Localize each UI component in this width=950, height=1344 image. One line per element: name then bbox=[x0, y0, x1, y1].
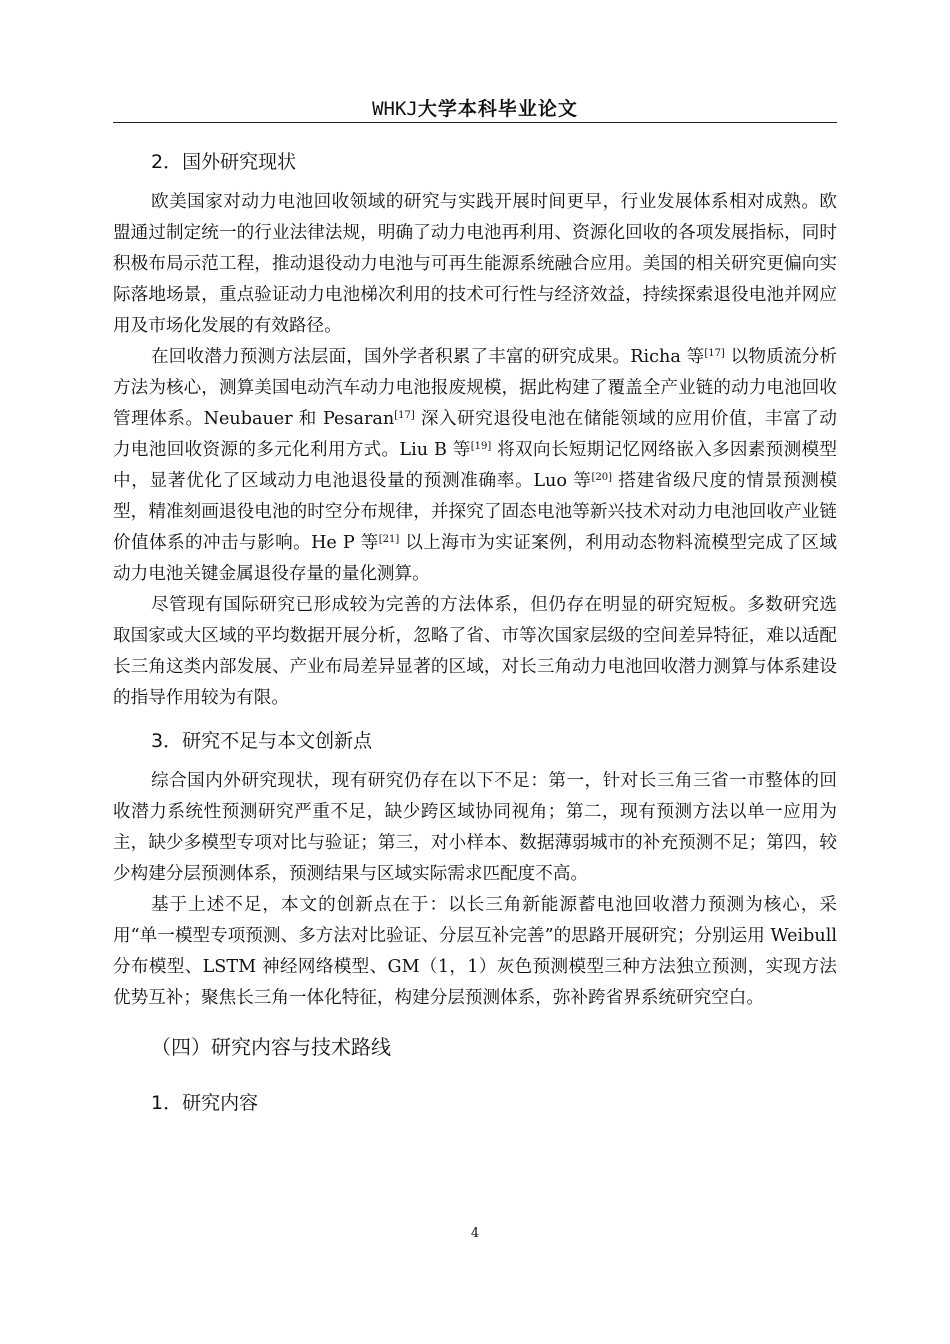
section-heading-gaps-innovation: 3．研究不足与本文创新点 bbox=[151, 730, 373, 752]
chapter-heading-content-route: （四）研究内容与技术路线 bbox=[151, 1035, 391, 1059]
citation: [19] bbox=[470, 441, 492, 452]
citation: [21] bbox=[378, 534, 400, 545]
text-run: 在回收潜力预测方法层面，国外学者积累了丰富的研究成果。Richa 等 bbox=[151, 347, 705, 367]
section-heading-research-content: 1．研究内容 bbox=[151, 1092, 259, 1114]
header-rule bbox=[113, 122, 837, 123]
paragraph: 尽管现有国际研究已形成较为完善的方法体系，但仍存在明显的研究短板。多数研究选取国家或大区域的平均数据开展分析，忽略了省、市等次国家层级的空间差异特征，难以适配长三角这类内部发展、产业布局差异显著的区域，对长三角动力电池回收潜力测算与体系建设的指导作用较为有限。 bbox=[113, 595, 837, 708]
running-header bbox=[113, 94, 837, 121]
citation: [20] bbox=[591, 472, 613, 483]
paragraph-with-citations bbox=[113, 342, 837, 590]
header-org: WHKJ bbox=[372, 98, 418, 120]
section-heading-foreign-research: 2．国外研究现状 bbox=[151, 151, 297, 173]
citation: [17] bbox=[394, 410, 415, 421]
paragraph: 综合国内外研究现状，现有研究仍存在以下不足：第一，针对长三角三省一市整体的回收潜力系统性预测研究严重不足，缺少跨区域协同视角；第二，现有预测方法以单一应用为主，缺少多模型专项对比与验证；第三，对小样本、数据薄弱城市的补充预测不足；第四，较少构建分层预测体系，预测结果与区域实际需求匹配度不高。 bbox=[113, 771, 837, 884]
header-title: 大学本科毕业论文 bbox=[417, 98, 578, 120]
page-body bbox=[113, 141, 837, 1128]
text-run: 深入研究退役电池在储能领域的应用价值，丰富了动力电池回收资源的多元化利用方式。Liu B 等 bbox=[113, 409, 837, 460]
text-run: 将双向长短期记忆网络嵌入多因素预测模型中，显著优化了区域动力电池退役量的预测准确率。Luo 等 bbox=[113, 440, 837, 491]
text-run: 以物质流分析方法为核心，测算美国电动汽车动力电池报废规模，据此构建了覆盖全产业链的动力电池回收管理体系。Neubauer 和 Pesaran bbox=[113, 347, 837, 429]
text-run: 以上海市为实证案例，利用动态物料流模型完成了区域动力电池关键金属退役存量的量化测算。 bbox=[113, 533, 837, 584]
text-run: 搭建省级尺度的情景预测模型，精准刻画退役电池的时空分布规律，并探究了固态电池等新兴技术对动力电池回收产业链价值体系的冲击与影响。He P 等 bbox=[113, 471, 837, 553]
citation: [17] bbox=[704, 348, 725, 359]
page-number: 4 bbox=[470, 1226, 480, 1241]
paragraph: 欧美国家对动力电池回收领域的研究与实践开展时间更早，行业发展体系相对成熟。欧盟通过制定统一的行业法律法规，明确了动力电池再利用、资源化回收的各项发展指标，同时积极布局示范工程，推动退役动力电池与可再生能源系统融合应用。美国的相关研究更偏向实际落地场景，重点验证动力电池梯次利用的技术可行性与经济效益，持续探索退役电池并网应用及市场化发展的有效路径。 bbox=[113, 192, 837, 336]
paragraph: 基于上述不足，本文的创新点在于：以长三角新能源蓄电池回收潜力预测为核心，采用“单一模型专项预测、多方法对比验证、分层互补完善”的思路开展研究；分别运用 Weibull 分布模型、LSTM 神经网络模型、GM（1，1）灰色预测模型三种方法独立预测，实现方法优势互补；聚焦长三角一体化特征，构建分层预测体系，弥补跨省界系统研究空白。 bbox=[113, 895, 837, 1008]
